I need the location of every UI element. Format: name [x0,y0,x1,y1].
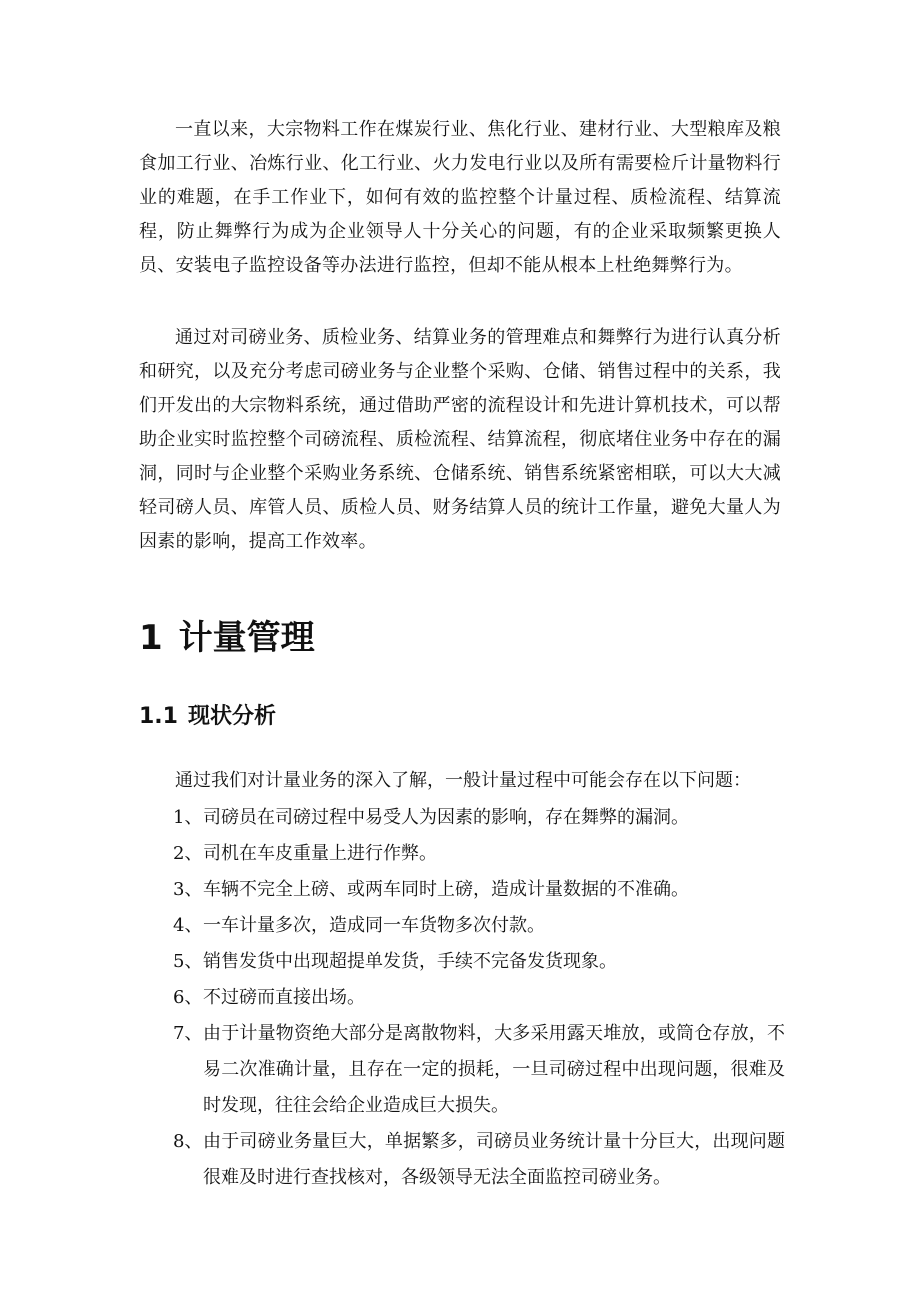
list-item-text: 由于计量物资绝大部分是离散物料，大多采用露天堆放，或筒仓存放，不易二次准确计量，且存在一定的损耗，一旦司磅过程中出现问题，很难及时发现，往往会给企业造成巨大损失。 [203,1023,785,1116]
list-item-text: 由于司磅业务量巨大，单据繁多，司磅员业务统计量十分巨大，出现问题很难及时进行查找核对，各级领导无法全面监控司磅业务。 [203,1131,785,1188]
section-title: 计量管理 [178,618,315,658]
list-item-text: 司机在车皮重量上进行作弊。 [203,843,437,864]
issues-intro: 通过我们对计量业务的深入了解，一般计量过程中可能会存在以下问题： [175,770,751,791]
subsection-heading [139,700,276,734]
list-item-marker: 6、 [173,987,203,1008]
list-item-marker: 2、 [173,843,203,864]
list-item [173,1124,785,1196]
section-heading [139,612,315,664]
list-item [173,1016,785,1124]
list-item-text: 一车计量多次，造成同一车货物多次付款。 [203,915,545,936]
list-item [173,800,785,836]
list-item [173,908,785,944]
list-item-marker: 7、 [173,1023,203,1044]
intro-paragraph-1: 一直以来，大宗物料工作在煤炭行业、焦化行业、建材行业、大型粮库及粮食加工行业、冶炼行业、化工行业、火力发电行业以及所有需要检斤计量物料行业的难题，在手工作业下，如何有效的监控整个计量过程、质检流程、结算流程，防止舞弊行为成为企业领导人十分关心的问题，有的企业采取频繁更换人员、安装电子监控设备等办法进行监控，但却不能从根本上杜绝舞弊行为。 [139,119,781,276]
subsection-title: 现状分析 [187,704,276,729]
intro-paragraph-2: 通过对司磅业务、质检业务、结算业务的管理难点和舞弊行为进行认真分析和研究，以及充分考虑司磅业务与企业整个采购、仓储、销售过程中的关系，我们开发出的大宗物料系统，通过借助严密的流程设计和先进计算机技术，可以帮助企业实时监控整个司磅流程、质检流程、结算流程，彻底堵住业务中存在的漏洞，同时与企业整个采购业务系统、仓储系统、销售系统紧密相联，可以大大减轻司磅人员、库管人员、质检人员、财务结算人员的统计工作量，避免大量人为因素的影响，提高工作效率。 [139,327,781,552]
list-item-text: 不过磅而直接出场。 [203,987,365,1008]
list-item-text: 销售发货中出现超提单发货，手续不完备发货现象。 [203,951,617,972]
list-item-marker: 8、 [173,1131,203,1152]
section-number: 1 [139,618,163,658]
list-item-marker: 5、 [173,951,203,972]
list-item-marker: 3、 [173,879,203,900]
list-item [173,980,785,1016]
list-item-marker: 1、 [173,807,203,828]
list-item-marker: 4、 [173,915,203,936]
list-item-text: 司磅员在司磅过程中易受人为因素的影响，存在舞弊的漏洞。 [203,807,689,828]
list-item [173,836,785,872]
list-item [173,872,785,908]
subsection-number: 1.1 [139,704,178,729]
issues-list [173,800,785,1196]
list-item [173,944,785,980]
list-item-text: 车辆不完全上磅、或两车同时上磅，造成计量数据的不准确。 [203,879,689,900]
